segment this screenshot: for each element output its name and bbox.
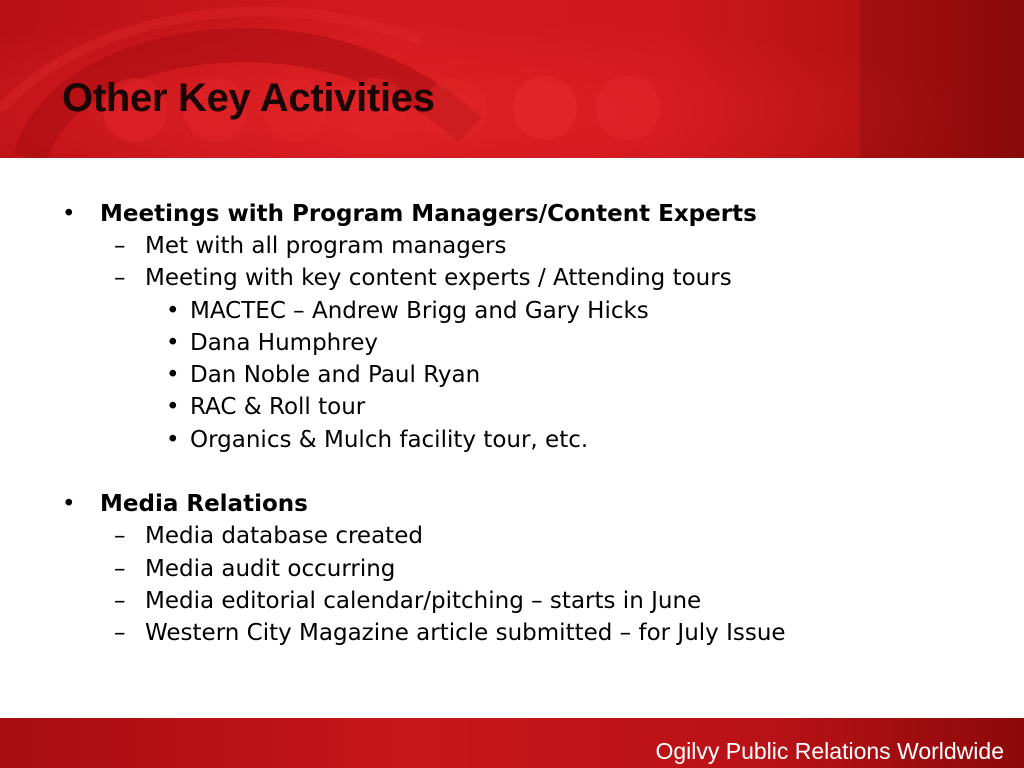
bullet-icon: • [62,491,76,517]
section-heading: Media Relations [100,491,308,517]
footer-band [0,718,1024,768]
footer-brand-text: Ogilvy Public Relations Worldwide [655,738,1004,764]
bullet-icon: • [166,330,180,356]
list-item: Western City Magazine article submitted – for July Issue [145,620,786,646]
sub-list-item: MACTEC – Andrew Brigg and Gary Hicks [190,298,649,324]
dash-icon: – [114,620,126,646]
sub-list-item: Dana Humphrey [190,330,378,356]
list-item: Media database created [145,523,423,549]
sub-list-item: RAC & Roll tour [190,394,366,420]
list-item: Meeting with key content experts / Attending tours [145,265,732,291]
sub-list-item: Dan Noble and Paul Ryan [190,362,481,388]
header-band [0,0,1024,158]
section-heading: Meetings with Program Managers/Content Experts [100,201,757,227]
bullet-icon: • [166,298,180,324]
bullet-icon: • [166,394,180,420]
dash-icon: – [114,588,126,614]
dash-icon: – [114,233,126,259]
list-item: Media editorial calendar/pitching – starts in June [145,588,702,614]
list-item: Met with all program managers [145,233,507,259]
dash-icon: – [114,556,126,582]
dash-icon: – [114,523,126,549]
slide-title: Other Key Activities [62,76,435,120]
list-item: Media audit occurring [145,556,396,582]
bullet-icon: • [62,201,76,227]
sub-list-item: Organics & Mulch facility tour, etc. [190,427,589,453]
bullet-icon: • [166,362,180,388]
dash-icon: – [114,265,126,291]
bullet-icon: • [166,427,180,453]
